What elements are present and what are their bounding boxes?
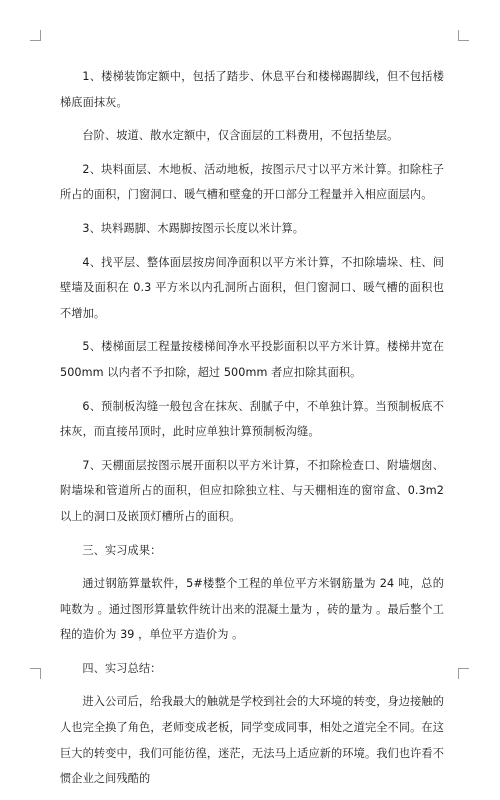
paragraph-leveling-layer: 4、找平层、整体面层按房间净面积以平方米计算，不扣除墙垛、柱、间壁墙及面积在 0.3 平方米以内孔洞所占面积，但门窗洞口、暖气槽的面积也不增加。	[60, 255, 444, 320]
paragraph-ceiling: 7、天棚面层按图示展开面积以平方米计算，不扣除检查口、附墙烟囱、附墙垛和管道所占的面积，但应扣除独立柱、与天棚相连的窗帘盒、0.3m2 以上的洞口及嵌顶灯槽所占的面积。	[60, 458, 444, 523]
crop-mark-top-right	[458, 30, 469, 41]
paragraph-skirting: 3、块料踢脚、木踢脚按图示长度以米计算。	[82, 221, 305, 235]
section-heading-results: 三、实习成果：	[82, 543, 162, 557]
paragraph-stair-surface: 5、楼梯面层工程量按楼梯间净水平投影面积以平方米计算。楼梯井宽在 500mm 以内者不予扣除，超过 500mm 者应扣除其面积。	[60, 340, 444, 379]
crop-mark-bottom-right	[458, 668, 469, 679]
paragraph-block-flooring: 2、块料面层、木地板、活动地板，按图示尺寸以平方米计算。扣除柱子所占的面积，门窗洞口、暖气槽和壁龛的开口部分工程量并入相应面层内。	[60, 162, 444, 202]
paragraph-stair-decoration: 1、楼梯装饰定额中，包括了踏步、休息平台和楼梯踢脚线，但不包括楼梯底面抹灰。	[60, 70, 444, 109]
paragraph-results: 通过钢筋算量软件，5#楼整个工程的单位平方米钢筋量为 24 吨，总的吨数为 。通过图形算量软件统计出来的混凝土量为 ，砖的量为 。最后整个工程的造价为 39 ，单位平方造价为 。	[60, 577, 444, 642]
paragraph-precast-slab: 6、预制板沟缝一般包含在抹灰、刮腻子中，不单独计算。当预制板底不抹灰，而直接吊顶时，此时应单独计算预制板沟缝。	[60, 399, 444, 439]
document-body	[60, 64, 444, 800]
paragraph-steps-ramps: 台阶、坡道、散水定额中，仅含面层的工料费用，不包括垫层。	[82, 129, 399, 143]
crop-mark-top-left	[30, 30, 41, 41]
section-heading-summary: 四、实习总结：	[82, 661, 162, 675]
crop-mark-bottom-left	[30, 668, 41, 679]
paragraph-summary: 进入公司后，给我最大的触就是学校到社会的大环境的转变，身边接触的人也完全换了角色，老师变成老板，同学变成同事，相处之道完全不同。在这巨大的转变中，我们可能彷徨，迷茫，无法马上适应新的环境。我们也许看不惯企业之间残酷的	[60, 695, 444, 786]
